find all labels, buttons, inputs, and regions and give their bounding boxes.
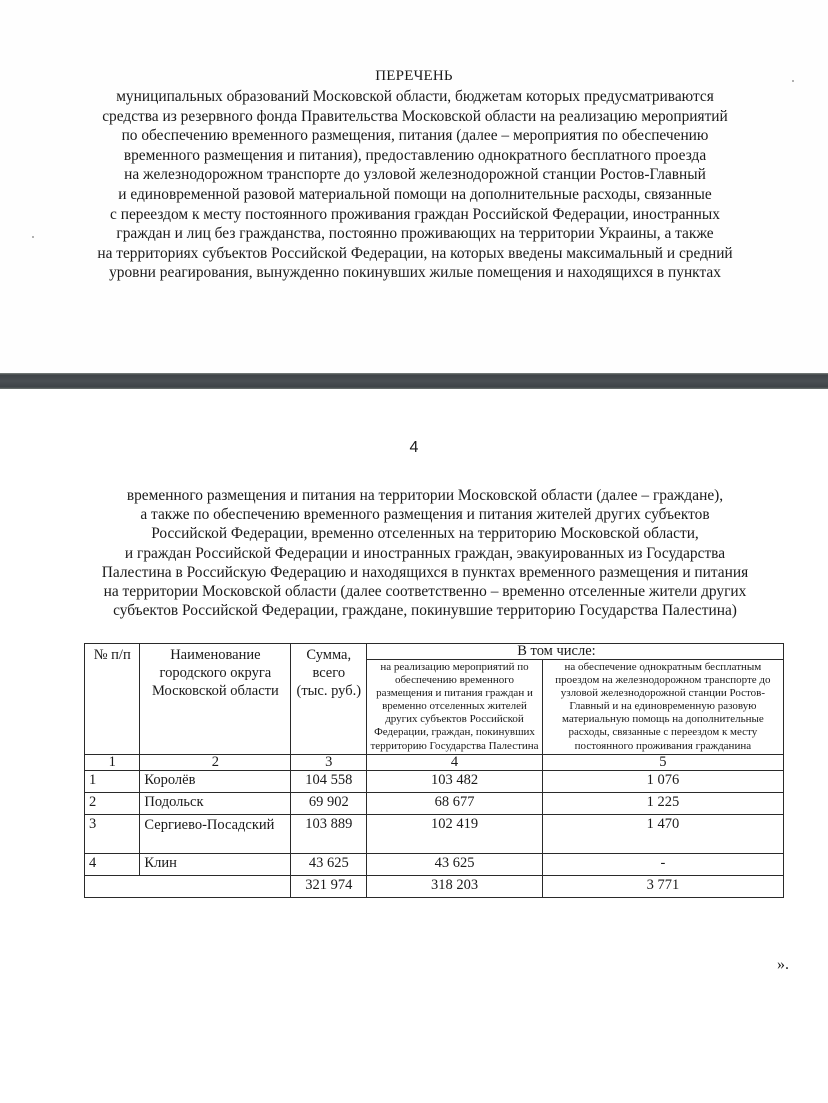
allocation-table: [84, 643, 784, 898]
document-heading: ПЕРЕЧЕНЬ: [375, 68, 453, 84]
row-name: Королёв: [140, 770, 291, 792]
text-line: а также по обеспечению временного размещения и питания жителей других субъектов: [140, 506, 710, 524]
text-line: временного размещения и питания на территории Московской области (далее – граждане),: [126, 487, 724, 504]
text-line: Российской Федерации, временно отселенных на территорию Московской области,: [151, 525, 699, 543]
row-number: 1: [85, 770, 140, 792]
header-col4: на реализацию мероприятий по обеспечению временного размещения и питания граждан и временно отселенных жителей других субъектов Российской Федерации, граждан, покинувших территорию Государства Палестина: [367, 660, 543, 755]
row-col4: 43 625: [367, 853, 543, 875]
closing-quote-mark: ».: [777, 956, 789, 973]
row-name: Клин: [140, 853, 291, 875]
header-including: В том числе:: [367, 644, 784, 660]
text-line: с переездом к месту постоянного проживания граждан Российской Федерации, иностранных: [110, 205, 720, 223]
row-total: 43 625: [291, 853, 367, 875]
header-number: № п/п: [85, 644, 140, 755]
row-number: 3: [85, 814, 140, 853]
text-line: по обеспечению временного размещения, питания (далее – мероприятия по обеспечению: [121, 127, 709, 145]
row-col4: 103 482: [367, 770, 543, 792]
row-number: 4: [85, 853, 140, 875]
totals-total: 321 974: [291, 875, 367, 897]
intro-paragraph: [40, 87, 790, 283]
text-line: граждан и лиц без гражданства, постоянно проживающих на территории Украины, а также: [116, 225, 714, 243]
text-line: средства из резервного фонда Правительства Московской области на реализацию мероприятий: [102, 107, 728, 125]
text-line: на территориях субъектов Российской Федерации, на которых введены максимальный и средний: [97, 244, 733, 262]
text-line: и граждан Российской Федерации и иностранных граждан, эвакуированных из Государства: [124, 544, 726, 562]
row-col5: 1 470: [542, 814, 783, 853]
totals-col5: 3 771: [542, 875, 783, 897]
text-line: Палестина в Российскую Федерацию и находящихся в пунктах временного размещения и питания: [101, 563, 749, 581]
row-col5: -: [542, 853, 783, 875]
row-col4: 68 677: [367, 792, 543, 814]
column-index: 5: [542, 754, 783, 770]
header-col5: на обеспечение однократным бесплатным проездом на железнодорожном транспорте до узловой железнодорожной станции Ростов-Главный и на единовременную разовую материальную помощь на дополнительные расходы, связанные с переездом к месту постоянного проживания гражданина: [542, 660, 783, 755]
row-total: 104 558: [291, 770, 367, 792]
text-line: временного размещения и питания), предоставлению однократного бесплатного проезда: [123, 146, 707, 164]
row-name: Сергиево-Посадский: [140, 814, 291, 853]
scan-speck: [792, 80, 794, 82]
table-totals-row: [85, 875, 784, 897]
row-name: Подольск: [140, 792, 291, 814]
table-row: [85, 814, 784, 853]
table-row: [85, 770, 784, 792]
row-col5: 1 076: [542, 770, 783, 792]
row-total: 103 889: [291, 814, 367, 853]
table-index-row: [85, 754, 784, 770]
row-number: 2: [85, 792, 140, 814]
header-total: Сумма, всего (тыс. руб.): [291, 644, 367, 755]
totals-col4: 318 203: [367, 875, 543, 897]
text-line: и единовременной разовой материальной помощи на дополнительные расходы, связанные: [118, 185, 712, 203]
text-line: уровни реагирования, вынужденно покинувших жилые помещения и находящихся в пунктах: [109, 264, 721, 282]
page-number: 4: [409, 439, 419, 456]
text-line: на территории Московской области (далее соответственно – временно отселенные жители других: [103, 583, 747, 601]
totals-label: [85, 875, 291, 897]
header-name: Наименование городского округа Московской области: [140, 644, 291, 755]
text-line: субъектов Российской Федерации, граждане, покинувшие территорию Государства Палестина): [113, 602, 737, 620]
column-index: 2: [140, 754, 291, 770]
row-col5: 1 225: [542, 792, 783, 814]
text-line: на железнодорожном транспорте до узловой железнодорожной станции Ростов-Главный: [124, 166, 706, 184]
table-header-row: [85, 644, 784, 660]
row-col4: 102 419: [367, 814, 543, 853]
page-divider: [0, 373, 828, 389]
column-index: 4: [367, 754, 543, 770]
text-line: муниципальных образований Московской области, бюджетам которых предусматриваются: [116, 88, 714, 105]
row-total: 69 902: [291, 792, 367, 814]
table-row: [85, 853, 784, 875]
column-index: 1: [85, 754, 140, 770]
continuation-paragraph: [50, 486, 800, 620]
table-row: [85, 792, 784, 814]
scan-speck: [32, 236, 34, 238]
column-index: 3: [291, 754, 367, 770]
